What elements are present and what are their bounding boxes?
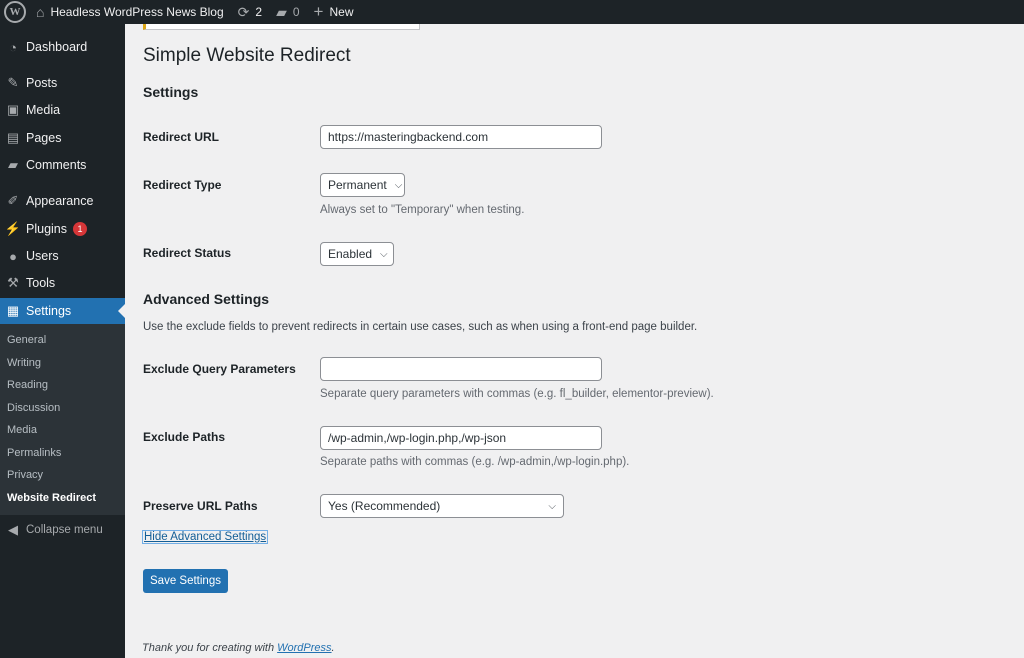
sidebar-item-media[interactable]: ▣ Media [0, 97, 125, 123]
site-name-link[interactable]: ⌂ Headless WordPress News Blog [36, 4, 224, 20]
submenu-item-media[interactable]: Media [7, 424, 37, 436]
submenu-item-privacy[interactable]: Privacy [7, 469, 44, 481]
redirect-url-input[interactable]: https://masteringbackend.com [320, 125, 602, 149]
submenu-item-website-redirect[interactable]: Website Redirect [7, 492, 97, 504]
redirect-status-select[interactable]: Enabled ⌵ [320, 242, 394, 266]
submenu-item-reading[interactable]: Reading [7, 379, 48, 391]
sidebar-item-tools[interactable]: ⚒ Tools [0, 270, 125, 296]
sidebar-item-users[interactable]: ● Users [0, 243, 125, 269]
redirect-type-hint: Always set to "Temporary" when testing. [320, 204, 525, 216]
sidebar-item-settings[interactable]: ▦ Settings [0, 298, 125, 324]
chevron-down-icon: ⌵ [548, 500, 556, 512]
new-content-link[interactable]: + New [313, 2, 354, 21]
advanced-description: Use the exclude fields to prevent redirects in certain use cases, such as when using a front-end page builder. [143, 321, 698, 333]
wrench-icon: ⚒ [7, 275, 19, 290]
notice-box [143, 24, 420, 30]
chevron-down-icon: ⌵ [394, 179, 403, 191]
redirect-type-label: Redirect Type [143, 178, 222, 192]
brush-icon: ✐ [7, 193, 19, 208]
chevron-down-icon: ⌵ [380, 248, 388, 260]
settings-heading: Settings [143, 84, 199, 100]
pin-icon: ✎ [7, 75, 19, 90]
home-icon: ⌂ [36, 4, 45, 20]
redirect-url-label: Redirect URL [143, 130, 220, 144]
sidebar-item-posts[interactable]: ✎ Posts [0, 70, 125, 96]
exclude-paths-label: Exclude Paths [143, 430, 226, 444]
sidebar-item-plugins[interactable]: ⚡ Plugins 1 [0, 216, 125, 242]
advanced-heading: Advanced Settings [143, 291, 270, 307]
settings-icon: ▦ [6, 303, 20, 318]
exclude-query-input[interactable] [320, 357, 602, 381]
media-icon: ▣ [6, 102, 20, 117]
wordpress-link[interactable]: WordPress [277, 642, 332, 654]
exclude-query-hint: Separate query parameters with commas (e.g. fl_builder, elementor-preview). [320, 388, 714, 400]
preserve-url-select[interactable]: Yes (Recommended) ⌵ [320, 494, 564, 518]
collapse-arrow-icon: ◀ [8, 522, 18, 537]
hide-advanced-link[interactable]: Hide Advanced Settings [144, 531, 267, 543]
settings-submenu [0, 323, 125, 515]
sidebar-item-comments[interactable]: ▰ Comments [0, 152, 125, 178]
redirect-type-select[interactable]: Permanent ⌵ [320, 173, 405, 197]
exclude-query-label: Exclude Query Parameters [143, 362, 296, 376]
submenu-item-permalinks[interactable]: Permalinks [7, 447, 62, 459]
sidebar-item-appearance[interactable]: ✐ Appearance [0, 188, 125, 214]
wordpress-logo-icon[interactable]: W [4, 1, 26, 23]
submenu-item-discussion[interactable]: Discussion [7, 402, 61, 414]
comment-icon: ▰ [8, 157, 18, 172]
comment-icon: ▰ [276, 3, 287, 20]
user-icon: ● [9, 248, 17, 264]
footer-text: Thank you for creating with WordPress. [142, 642, 335, 654]
updates-icon: ⟳ [237, 3, 250, 20]
update-count-badge: 1 [73, 222, 87, 236]
page-title: Simple Website Redirect [143, 45, 351, 66]
exclude-paths-input[interactable]: /wp-admin,/wp-login.php,/wp-json [320, 426, 602, 450]
plus-icon: + [313, 2, 324, 21]
save-settings-button[interactable]: Save Settings [143, 569, 228, 593]
admin-bar [0, 0, 1024, 24]
submenu-item-writing[interactable]: Writing [7, 357, 42, 369]
submenu-item-general[interactable]: General [7, 334, 47, 346]
exclude-paths-hint: Separate paths with commas (e.g. /wp-admin,/wp-login.php). [320, 456, 630, 468]
pages-icon: ▤ [6, 130, 20, 145]
plugin-icon: ⚡ [4, 221, 22, 236]
sidebar-item-dashboard[interactable]: ◔ Dashboard [0, 34, 125, 60]
collapse-menu-button[interactable]: ◀ Collapse menu [0, 517, 125, 543]
comments-link[interactable]: ▰ 0 [276, 3, 300, 20]
preserve-url-label: Preserve URL Paths [143, 499, 258, 513]
redirect-status-label: Redirect Status [143, 246, 232, 260]
updates-link[interactable]: ⟳ 2 [237, 3, 263, 20]
dashboard-icon: ◔ [9, 39, 17, 55]
sidebar-item-pages[interactable]: ▤ Pages [0, 125, 125, 151]
